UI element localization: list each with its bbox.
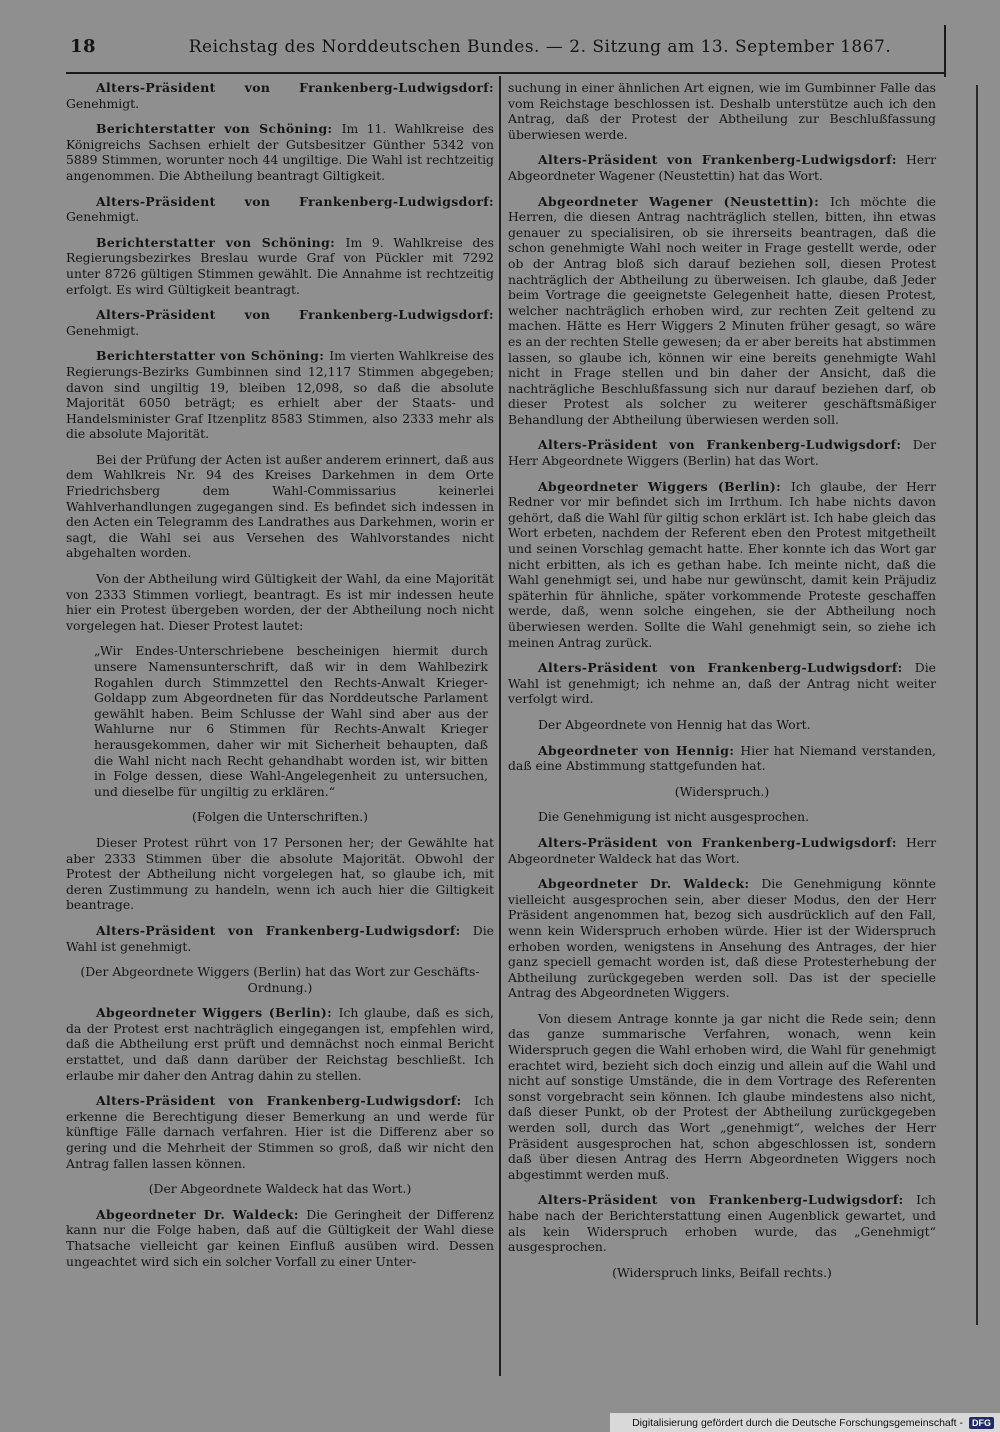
paragraph-text: Die Wahl ist genehmigt. [66, 922, 494, 954]
paragraph-text: Die Genehmigung könnte vielleicht ausgesprochen sein, aber dieser Modus, den der Herr Präsident angenommen hat, bezog sich ausdrücklich auf den Fall, wenn kein Widerspruch erhoben würde. Hier ist der Widerspruch erhoben worden, wenigstens in Ansehung des Antrages, der hier ganz speciell gemacht worden ist, daß diese Protesterhebung der Abtheilung zurückgegeben werden soll. Das ist der specielle Antrag des Abgeordneten Wiggers. [508, 876, 936, 1001]
speaker-name: Berichterstatter von Schöning: [96, 234, 346, 250]
running-title: Reichstag des Norddeutschen Bundes. — 2. Sitzung am 13. September 1867. [188, 37, 892, 57]
stage-direction: (Widerspruch links, Beifall rechts.) [612, 1264, 832, 1280]
paragraph-text: Im 9. Wahlkreise des Regierungsbezirkes Breslau wurde Graf von Pückler mit 7292 unter 8726 gültigen Stimmen gewählt. Die Annahme ist rechtzeitig erfolgt. Es wird Gültigkeit beantragt. [66, 234, 494, 297]
page-header [70, 36, 950, 70]
paragraph-text: suchung in einer ähnlichen Art eignen, wie im Gumbinner Falle das vom Reichstage beschlossen ist. Deshalb unterstütze auch ich den Antrag, daß der Protest der Abtheilung zur Beschlußfassung überwiesen werde. [508, 80, 936, 142]
paragraph [66, 452, 494, 561]
speaker-name: Abgeordneter Wiggers (Berlin): [96, 1005, 339, 1021]
paragraph-text: Herr Abgeordneter Wagener (Neustettin) hat das Wort. [508, 152, 936, 183]
paragraph-text: Ich glaube, daß es sich, da der Protest erst nachträglich eingegangen ist, empfehlen wird, daß die Abtheilung erst prüft und demnächst noch einmal Bericht erstattet, und daß dann darüber der Reichstag beschließt. Ich erlaube mir daher den Antrag dahin zu stellen. [66, 1005, 494, 1083]
paragraph-text: Von der Abtheilung wird Gültigkeit der Wahl, da eine Majorität von 2333 Stimmen vorliegt, beantragt. Es ist mir indessen heute hier ein Protest übergeben worden, der der Abtheilung noch nicht vorgelegen hat. Dieser Protest lautet: [66, 571, 494, 633]
paragraph [508, 835, 936, 866]
paragraph-text: Bei der Prüfung der Acten ist außer anderem erinnert, daß aus dem Wahlkreis Nr. 94 des Kreises Darkehmen in dem Orte Friedrichsberg dem Wahl-Commissarius keinerlei Wahlverhandlungen zugegangen sind. Es befindet sich indessen in den Acten ein Telegramm des Landrathes aus Darkehmen, worin er sagt, die Wahl sei aus Versehen des Wahlvorstandes nicht abgehalten worden. [66, 451, 494, 561]
stage-direction: (Widerspruch.) [674, 783, 770, 799]
speaker-name: Alters-Präsident von Frankenberg-Ludwigsdorf: [538, 152, 907, 168]
paragraph-text: Genehmigt. [66, 322, 140, 338]
paragraph [508, 479, 936, 651]
stage-direction: (Der Abgeordnete Wiggers (Berlin) hat das Wort zur Geschäfts-Ordnung.) [80, 964, 480, 995]
paragraph [508, 152, 936, 183]
speaker-name: Abgeordneter von Hennig: [538, 742, 741, 758]
paragraph [66, 80, 494, 111]
speaker-name: Abgeordneter Wiggers (Berlin): [538, 478, 792, 494]
speaker-name: Abgeordneter Wagener (Neustettin): [538, 193, 831, 209]
speaker-name: Alters-Präsident von Frankenberg-Ludwigsdorf: [538, 1192, 917, 1208]
left-column [66, 80, 494, 1279]
paragraph [508, 809, 936, 825]
header-rule [66, 72, 946, 74]
speaker-name: Alters-Präsident von Frankenberg-Ludwigsdorf: [96, 80, 494, 95]
speaker-name: Berichterstatter von Schöning: [96, 348, 330, 364]
paragraph-text: Im 11. Wahlkreise des Königreichs Sachsen erhielt der Gutsbesitzer Günther 5342 von 5889 Stimmen, worunter noch 44 ungiltige. Die Wahl ist rechtzeitig angenommen. Die Abtheilung beantragt Giltigkeit. [66, 121, 494, 183]
paragraph [66, 348, 494, 442]
stage-direction: (Folgen die Unterschriften.) [192, 809, 368, 825]
quoted-protest: „Wir Endes-Unterschriebene bescheinigen hiermit durch unsere Namensunterschrift, daß wir in dem Wahlbezirk Rogahlen durch Stimmzettel den Rechts-Anwalt Krieger-Goldapp zum Abgeordneten für das Norddeutsche Parlament gewählt haben. Beim Schlusse der Wahl sind aber aus der Wahlurne nur 6 Stimmen für Rechts-Anwalt Krieger herausgekommen, daher wir mit Sicherheit behaupten, daß die Wahl nicht nach Recht gehandhabt worden ist, wir bitten in Folge dessen, diese Wahl-Angelegenheit zu untersuchen, und dieselbe für ungiltig zu erklären.“ [94, 643, 488, 799]
page-number: 18 [70, 36, 97, 57]
paragraph [508, 660, 936, 707]
paragraph-text: Dieser Protest rührt von 17 Personen her; der Gewählte hat aber 2333 Stimmen über die absolute Majorität. Obwohl der Protest der Abtheilung nicht vorgelegen hat, so glaube ich, mit deren Zustimmung zu handeln, wenn ich auch hier die Giltigkeit beantrage. [66, 834, 494, 913]
speaker-name: Alters-Präsident von Frankenberg-Ludwigsdorf: [96, 1093, 475, 1109]
speaker-name: Berichterstatter von Schöning: [96, 121, 342, 137]
paragraph [66, 1005, 494, 1083]
speaker-name: Alters-Präsident von Frankenberg-Ludwigsdorf: [96, 922, 473, 938]
paragraph-text: Der Herr Abgeordnete Wiggers (Berlin) hat das Wort. [508, 437, 936, 469]
paragraph-text: Ich erkenne die Berechtigung dieser Bemerkung an und werde für künftige Fälle darnach verfahren. Hier ist die Differenz aber so gering und die Mehrheit der Stimmen so groß, daß wir nicht den Antrag fallen lassen können. [66, 1093, 494, 1171]
paragraph-text: Die Geringheit der Differenz kann nur die Folge haben, daß auf die Gültigkeit der Wahl diese Thatsache vielleicht gar keinen Einfluß ausüben wird. Dessen ungeachtet wird sich ein solcher Vorfall zu einer Unter- [66, 1206, 494, 1269]
paragraph-text: Ich habe nach der Berichterstattung einen Augenblick gewartet, und als kein Widerspruch erhoben wurde, das „Genehmigt“ ausgesprochen. [508, 1192, 936, 1255]
paragraph [66, 835, 494, 913]
paragraph-text: Die Wahl ist genehmigt; ich nehme an, daß der Antrag nicht weiter verfolgt wird. [508, 660, 936, 707]
paragraph [66, 235, 494, 297]
paragraph [66, 1093, 494, 1171]
paragraph [508, 437, 936, 468]
speaker-name: Alters-Präsident von Frankenberg-Ludwigsdorf: [96, 193, 494, 209]
paragraph [66, 1207, 494, 1269]
paragraph [66, 121, 494, 183]
paragraph [508, 1192, 936, 1254]
paragraph [66, 923, 494, 954]
paragraph [66, 307, 494, 338]
paragraph [508, 1011, 936, 1183]
paragraph [66, 194, 494, 225]
speaker-name: Alters-Präsident von Frankenberg-Ludwigsdorf: [538, 437, 913, 453]
paragraph-text: Ich glaube, der Herr Redner vor mir befindet sich im Irrthum. Ich habe nichts davon gehört, daß die Wahl für giltig schon erklärt ist. Ich habe gleich das Wort erbeten, nachdem der Referent eben den Protest mitgetheilt und seinen Vorschlag gemacht hatte. Eher konnte ich das Wort gar nicht erbitten, als ich es gethan habe. Ich meinte nicht, daß die Wahl genehmigt sei, und habe nur gewünscht, damit kein Präjudiz späterhin für ähnliche, später vorkommende Proteste geschaffen werde, daß, wenn solche eingehen, sie der Abtheilung noch überwiesen werden. Sollte die Wahl genehmigt sein, so ziehe ich meinen Antrag zurück. [508, 478, 936, 650]
dfg-logo: DFG [969, 1417, 994, 1429]
paragraph-text: Die Genehmigung ist nicht ausgesprochen. [538, 809, 810, 825]
paragraph [508, 717, 936, 733]
paragraph [508, 743, 936, 774]
speaker-name: Abgeordneter Dr. Waldeck: [96, 1206, 307, 1222]
right-column [508, 80, 936, 1290]
paragraph-text: Hier hat Niemand verstanden, daß eine Abstimmung stattgefunden hat. [508, 742, 936, 774]
paragraph-text: Der Abgeordnete von Hennig hat das Wort. [538, 716, 811, 732]
paragraph-text: Von diesem Antrage konnte ja gar nicht die Rede sein; denn das ganze summarische Verfahren, wonach, wenn kein Widerspruch gegen die Wahl erhoben wird, die Wahl für genehmigt erachtet wird, bezieht sich doch einzig und allein auf die Wahl und nicht auf sonstige Umstände, die in dem Vortrage des Referenten sonst vorgebracht sein können. Ich glaube mindestens also nicht, daß dieser Punkt, ob der Protest der Abtheilung zurückgegeben werden soll, durch das Wort „genehmigt“, welches der Herr Präsident ausgesprochen hat, schon abgeschlossen ist, sondern daß über diesen Antrag des Herrn Abgeordneten Wiggers noch abgestimmt werden muß. [508, 1010, 936, 1182]
paragraph-text: Herr Abgeordneter Waldeck hat das Wort. [508, 834, 936, 866]
stage-direction: (Der Abgeordnete Waldeck hat das Wort.) [148, 1181, 412, 1197]
scan-edge-line [976, 85, 978, 1325]
scan-edge-mark [944, 25, 946, 77]
speaker-name: Alters-Präsident von Frankenberg-Ludwigsdorf: [96, 307, 494, 323]
footer-credit-bar [610, 1413, 1000, 1432]
paragraph-text: Ich möchte die Herren, die diesen Antrag nachträglich stellen, bitten, ihn etwas genauer zu specialisiren, ob sie ihrerseits beantragen, daß die schon genehmigte Wahl noch weiter in Frage gestellt werde, oder ob der Antrag bloß sich darauf beziehen soll, diesen Protest nachträglich der Abtheilung zu überweisen. Ich glaube, daß Jeder beim Vortrage die geeignetste Gelegenheit hatte, diesen Protest, welcher nachträglich erhoben wird, zur rechten Zeit geltend zu machen. Hätte es Herr Wiggers 2 Minuten früher gesagt, so wäre es an der rechten Stelle gewesen; da er aber bereits hat abstimmen lassen, so glaube ich, können wir eine bereits genehmigte Wahl nicht in Frage stellen und bin daher der Ansicht, daß die nachträgliche Beschlußfassung sich nur darauf beziehen darf, ob dieser Protest als solcher zu weiterer geschäftsmäßiger Behandlung der Abtheilung überwiesen werden soll. [508, 193, 937, 427]
paragraph-text: Im vierten Wahlkreise des Regierungs-Bezirks Gumbinnen sind 12,117 Stimmen abgegeben; davon sind ungiltig 19, bleiben 12,098, so daß die absolute Majorität 6050 beträgt; es erhielt aber der Staats- und Handelsminister Graf Itzenplitz 8583 Stimmen, also 2333 mehr als die absolute Majorität. [66, 348, 494, 442]
paragraph [508, 876, 936, 1001]
paragraph [508, 80, 936, 142]
speaker-name: Alters-Präsident von Frankenberg-Ludwigsdorf: [538, 834, 907, 850]
column-divider [499, 76, 501, 1376]
speaker-name: Abgeordneter Dr. Waldeck: [538, 876, 762, 892]
paragraph [66, 571, 494, 633]
speaker-name: Alters-Präsident von Frankenberg-Ludwigsdorf: [538, 660, 915, 676]
paragraph [508, 194, 936, 428]
paragraph-text: Genehmigt. [66, 95, 140, 111]
paragraph-text: Genehmigt. [66, 209, 140, 225]
footer-credit: Digitalisierung gefördert durch die Deutsche Forschungsgemeinschaft - [632, 1416, 963, 1429]
